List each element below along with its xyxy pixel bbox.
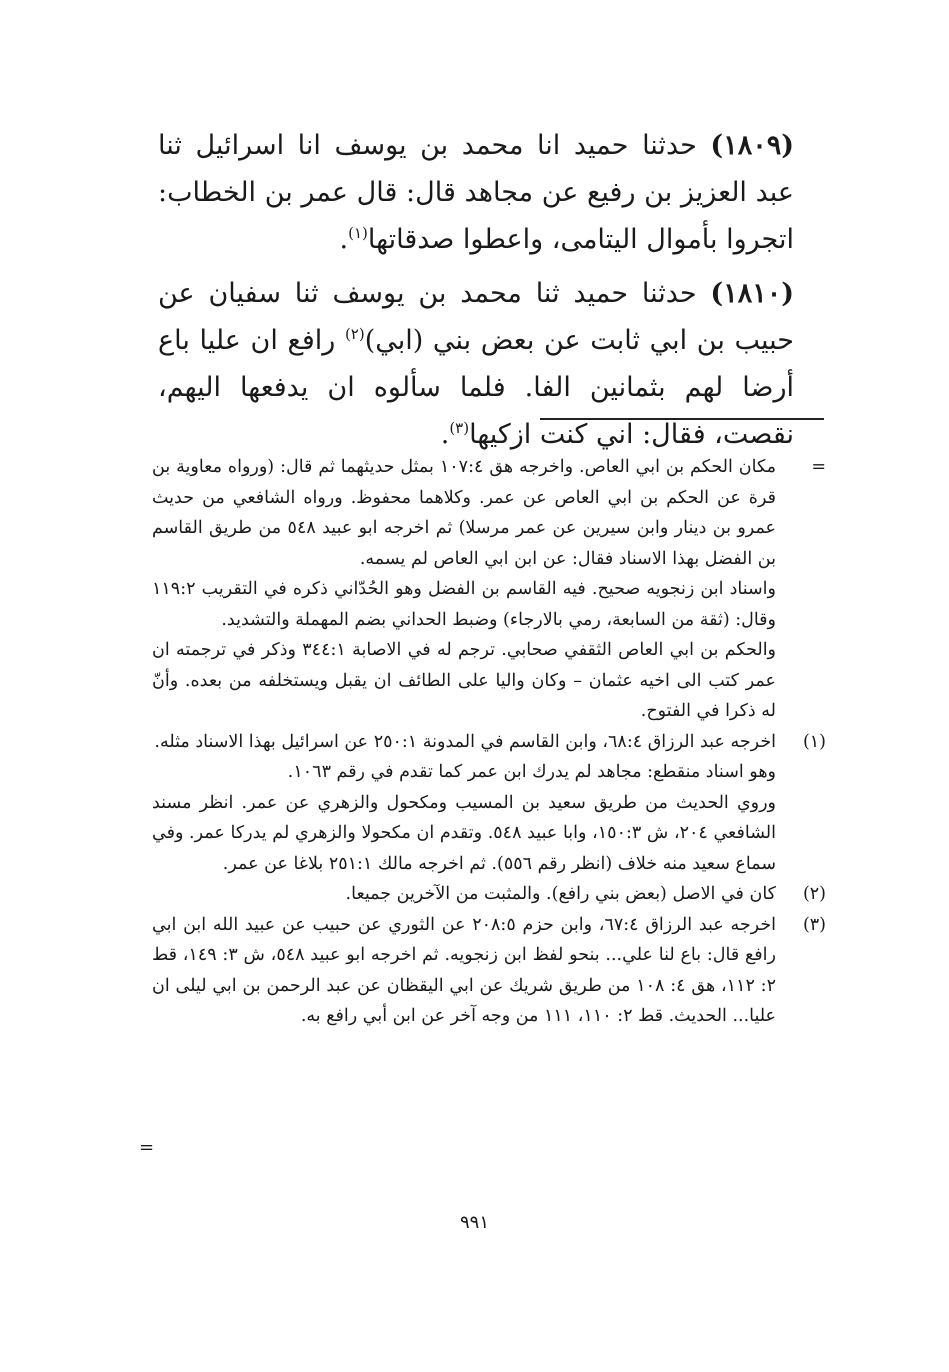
hadith-number: (١٨٠٩) xyxy=(710,130,794,161)
footnote-paragraph: واسناد ابن زنجويه صحيح. فيه القاسم بن الفضل وهو الحُدّاني ذكره في التقريب ١١٩:٢ وقال: (ثقة من السابعة، رمي بالارجاء) وضبط الحداني بضم المهملة والتشديد. xyxy=(152,579,776,630)
continuation-mark-end: = xyxy=(139,1137,155,1158)
hadith-number: (١٨١٠) xyxy=(710,278,794,309)
footnote-2 xyxy=(152,879,828,910)
footnote-marker: (٢) xyxy=(802,884,826,904)
hadith-1809-paragraph xyxy=(158,122,794,263)
footnote-marker: (٣) xyxy=(802,914,826,935)
footnote-ref-1[interactable]: (١) xyxy=(348,224,368,242)
hadith-text-a: حدثنا حميد ثنا محمد بن يوسف ثنا سفيان عن حبيب بن ابي ثابت عن بعض بني (ابي) xyxy=(158,278,794,356)
footnote-marker: (١) xyxy=(802,731,826,752)
footnote-3 xyxy=(152,910,828,1032)
footnote-paragraph: اخرجه عبد الرزاق ٦٧:٤، وابن حزم ٢٠٨:٥ عن الثوري عن حبيب عن عبيد الله ابن ابي رافع قال: باع لنا علي... بنحو لفظ ابن زنجويه. ثم اخرجه ابو عبيد ٥٤٨، ش ٣: ١٤٩، قط ٢: ١١٢، هق ٤: ١٠٨ من طريق شريك عن ابي اليقظان عن عبد الرحمن بن ابي ليلى ان عليا... الحديث. قط ٢: ١١٠، ١١١ من وجه آخر عن ابن أبي رافع به. xyxy=(152,914,777,1026)
hadith-1810 xyxy=(158,270,794,458)
continuation-mark: = xyxy=(811,457,826,477)
footnote-paragraph: اخرجه عبد الرزاق ٦٨:٤، وابن القاسم في المدونة ٢٥٠:١ عن اسرائيل بهذا الاسناد مثله. xyxy=(154,731,776,752)
footnote-paragraph: وروي الحديث من طريق سعيد بن المسيب ومكحول والزهري عن عمر. انظر مسند الشافعي ٢٠٤، ش ١٥٠:٣، وابا عبيد ٥٤٨. وتقدم ان مكحولا والزهري لم يدركا عمر. وفي سماع سعيد منه خلاف (انظر رقم ٥٥٦). ثم اخرجه مالك ٢٥١:١ بلاغا عن عمر. xyxy=(152,792,776,874)
hadith-1809 xyxy=(158,122,794,263)
footnote-paragraph: والحكم بن ابي العاص الثقفي صحابي. ترجم له في الاصابة ٣٤٤:١ وذكر في ترجمته ان عمر كتب الى اخيه عثمان – وكان واليا على الطائف ان يقبل ويستخلفه من بعده. وأنّ له ذكرا في الفتوح. xyxy=(152,640,777,721)
hadith-end: . xyxy=(339,224,349,255)
footnote-divider xyxy=(540,418,824,420)
hadith-end: . xyxy=(440,419,450,450)
footnote-ref-2[interactable]: (٢) xyxy=(344,325,365,343)
footnote-1 xyxy=(152,727,828,880)
footnote-paragraph: وهو اسناد منقطع: مجاهد لم يدرك ابن عمر كما تقدم في رقم ١٠٦٣. xyxy=(287,762,776,782)
footnote-continued xyxy=(152,452,828,727)
footnote-paragraph: كان في الاصل (بعض بني رافع). والمثبت من الآخرين جميعا. xyxy=(345,884,776,904)
footnotes xyxy=(152,452,828,1032)
page-number: ٩٩١ xyxy=(459,1212,489,1233)
footnote-ref-3[interactable]: (٣) xyxy=(449,419,470,437)
hadith-1810-paragraph xyxy=(158,270,794,458)
hadith-text-b: رافع ان عليا باع أرضا لهم بثمانين الفا. فلما سألوه ان يدفعها اليهم، نقصت، فقال: اني كنت ازكيها xyxy=(158,325,794,450)
footnote-paragraph: مكان الحكم بن ابي العاص. واخرجه هق ١٠٧:٤ بمثل حديثهما ثم قال: (ورواه معاوية بن قرة عن الحكم بن ابي العاص عن عمر. وكلاهما محفوظ. ورواه الشافعي من حديث عمرو بن دينار وابن سيرين عن عمر مرسلا) ثم اخرجه ابو عبيد ٥٤٨ من طريق القاسم بن الفضل بهذا الاسناد فقال: عن ابن ابي العاص لم يسمه. xyxy=(152,457,777,569)
hadith-text: حدثنا حميد انا محمد بن يوسف انا اسرائيل ثنا عبد العزيز بن رفيع عن مجاهد قال: قال عمر بن الخطاب: اتجروا بأموال اليتامى، واعطوا صدقاتها xyxy=(158,130,794,255)
